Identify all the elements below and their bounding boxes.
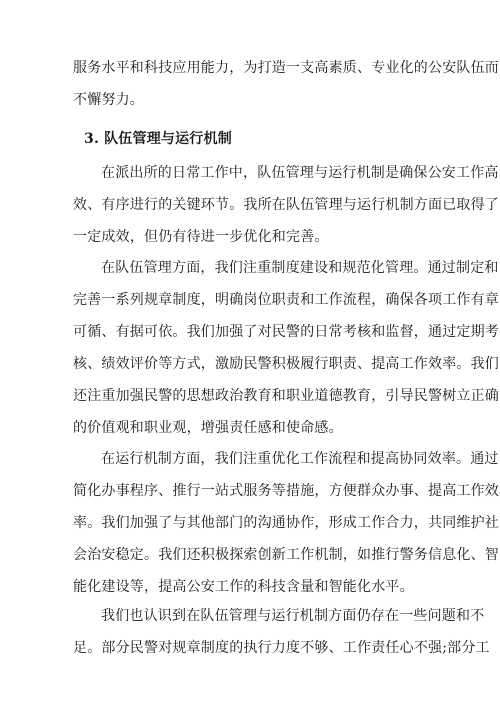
- paragraph-line: 不懈努力。: [73, 92, 144, 108]
- paragraph-line: 的价值观和职业观，增强责任感和使命感。: [73, 420, 343, 436]
- paragraph-problems: [73, 600, 490, 664]
- paragraph-line: 效、有序进行的关键环节。我所在队伍管理与运行机制方面已取得了: [73, 197, 499, 213]
- paragraph-continuation: [73, 52, 499, 116]
- section-heading-text: 3. 队伍管理与运行机制: [84, 131, 232, 147]
- paragraph-line: 在队伍管理方面，我们注重制度建设和规范化管理。通过制定和: [101, 260, 499, 276]
- paragraph-line: 会治安稳定。我们还积极探索创新工作机制，如推行警务信息化、智: [73, 547, 499, 563]
- paragraph-operation-mechanism: [73, 443, 499, 603]
- paragraph-team-management: [73, 252, 499, 444]
- paragraph-line: 核、绩效评价等方式，激励民警积极履行职责、提高工作效率。我们: [73, 356, 499, 372]
- paragraph-intro: [73, 157, 499, 253]
- paragraph-line: 一定成效，但仍有待进一步优化和完善。: [73, 229, 329, 245]
- paragraph-line: 简化办事程序、推行一站式服务等措施，方便群众办事、提高工作效: [73, 483, 499, 499]
- paragraph-line: 率。我们加强了与其他部门的沟通协作，形成工作合力，共同维护社: [73, 515, 499, 531]
- section-heading: [84, 123, 440, 155]
- paragraph-line: 可循、有据可依。我们加强了对民警的日常考核和监督，通过定期考: [73, 324, 499, 340]
- paragraph-line: 能化建设等，提高公安工作的科技含量和智能化水平。: [73, 579, 414, 595]
- paragraph-line: 我们也认识到在队伍管理与运行机制方面仍存在一些问题和不: [101, 608, 485, 624]
- paragraph-line: 完善一系列规章制度，明确岗位职责和工作流程，确保各项工作有章: [73, 292, 499, 308]
- paragraph-line: 还注重加强民警的思想政治教育和职业道德教育，引导民警树立正确: [73, 388, 499, 404]
- paragraph-line: 在派出所的日常工作中，队伍管理与运行机制是确保公安工作高: [101, 165, 499, 181]
- paragraph-line: 在运行机制方面，我们注重优化工作流程和提高协同效率。通过: [101, 451, 499, 467]
- paragraph-line: 服务水平和科技应用能力，为打造一支高素质、专业化的公安队伍而: [73, 60, 499, 76]
- paragraph-line: 足。部分民警对规章制度的执行力度不够、工作责任心不强;部分工: [73, 640, 490, 656]
